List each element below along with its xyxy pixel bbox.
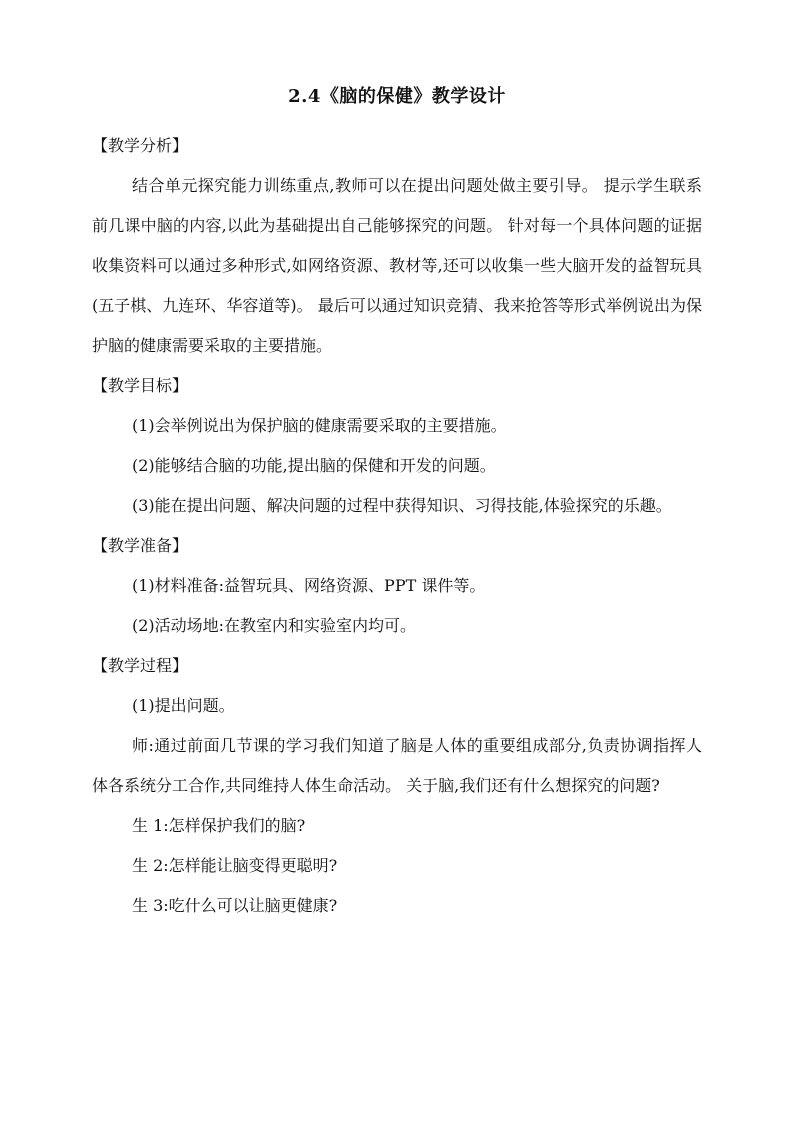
section-teaching-goals: [92, 366, 702, 526]
section-teaching-preparation: [92, 526, 702, 646]
paragraph: (2)活动场地:在教室内和实验室内均可。: [132, 616, 417, 635]
paragraph: (3)能在提出问题、解决问题的过程中获得知识、习得技能,体验探究的乐趣。: [132, 496, 672, 515]
section-heading: 【教学准备】: [92, 536, 189, 555]
paragraph: (1)会举例说出为保护脑的健康需要采取的主要措施。: [132, 416, 507, 435]
paragraph: (2)能够结合脑的功能,提出脑的保健和开发的问题。: [132, 456, 496, 475]
paragraph: (1)提出问题。: [132, 696, 235, 715]
section-teaching-process: [92, 646, 702, 926]
section-heading: 【教学过程】: [92, 656, 189, 675]
paragraph: 生 2:怎样能让脑变得更聪明?: [132, 856, 338, 875]
paragraph: (1)材料准备:益智玩具、网络资源、PPT 课件等。: [132, 576, 486, 595]
paragraph: 结合单元探究能力训练重点,教师可以在提出问题处做主要引导。 提示学生联系前几课中脑的内容,以此为基础提出自己能够探究的问题。 针对每一个具体问题的证据收集资料可以通过多种形式,如网络资源、教材等,还可以收集一些大脑开发的益智玩具(五子棋、九连环、华容道等)。 最后可以通过知识竞猜、我来抢答等形式举例说出为保护脑的健康需要采取的主要措施。: [92, 176, 702, 355]
section-heading: 【教学分析】: [92, 136, 189, 155]
document-body: [92, 126, 702, 926]
section-heading: 【教学目标】: [92, 376, 189, 395]
document-title: 2.4《脑的保健》教学设计: [288, 86, 506, 107]
paragraph: 师:通过前面几节课的学习我们知道了脑是人体的重要组成部分,负责协调指挥人体各系统分工合作,共同维持人体生命活动。 关于脑,我们还有什么想探究的问题?: [92, 736, 702, 795]
section-teaching-analysis: [92, 126, 702, 366]
paragraph: 生 1:怎样保护我们的脑?: [132, 816, 306, 835]
paragraph: 生 3:吃什么可以让脑更健康?: [132, 896, 338, 915]
